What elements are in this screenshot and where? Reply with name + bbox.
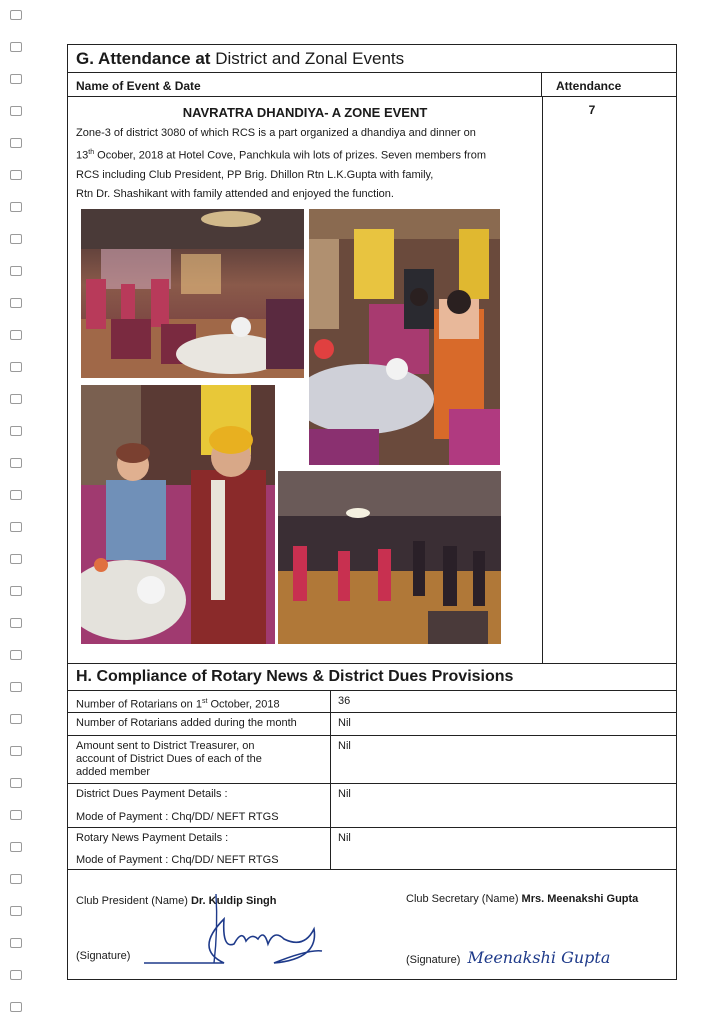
row-label-text: Number of Rotarians on 1: [76, 698, 202, 711]
row-divider: [330, 713, 331, 735]
row-label-line: added member: [76, 766, 150, 778]
payment-mode: Mode of Payment : Chq/DD/ NEFT RTGS: [76, 854, 279, 866]
secretary-signature-label: [406, 948, 610, 967]
column-divider: [542, 97, 543, 663]
binding-ring: [10, 202, 22, 212]
row-label-line: account of District Dues of each of the: [76, 753, 262, 765]
section-g-title-rest: District and Zonal Events: [215, 49, 405, 68]
section-g-header: [68, 45, 676, 73]
attendance-value: 7: [588, 103, 596, 117]
president-label: Club President (Name): [76, 895, 188, 907]
secretary-label: Club Secretary (Name): [406, 893, 519, 905]
row-value: Nil: [338, 740, 351, 752]
row-label: [76, 740, 326, 779]
row-value: Nil: [338, 717, 351, 729]
row-label-suffix: st: [201, 698, 208, 705]
binding-ring: [10, 266, 22, 276]
binding-ring: [10, 10, 22, 20]
section-g-title-bold: G. Attendance at: [76, 49, 211, 68]
binding-ring: [10, 106, 22, 116]
event-description-text: Ocober, 2018 at Hotel Cove, Panchkula wih lots of prizes. Seven members from: [94, 149, 487, 162]
event-description-line: RCS including Club President, PP Brig. Dhillon Rtn L.K.Gupta with family,: [76, 168, 434, 181]
row-label-text: October, 2018: [207, 698, 280, 711]
compliance-row: [68, 691, 676, 713]
section-h-title: H. Compliance of Rotary News & District Dues Provisions: [76, 668, 514, 685]
compliance-row: [68, 736, 676, 784]
binding-ring: [10, 74, 22, 84]
column-header-attendance: Attendance: [542, 73, 676, 97]
section-h-header: [68, 663, 676, 691]
binding-ring: [10, 746, 22, 756]
event-photo-dance: [278, 471, 501, 644]
binding-ring: [10, 394, 22, 404]
binding-ring: [10, 1002, 22, 1012]
binding-ring: [10, 842, 22, 852]
secretary-signature: Meenakshi Gupta: [467, 948, 611, 967]
row-label: Number of Rotarians added during the month: [76, 717, 297, 729]
binding-ring: [10, 234, 22, 244]
event-description-line: Rtn Dr. Shashikant with family attended and enjoyed the function.: [76, 187, 394, 200]
binding-ring: [10, 810, 22, 820]
binding-ring: [10, 906, 22, 916]
row-label: District Dues Payment Details :: [76, 788, 228, 800]
binding-ring: [10, 874, 22, 884]
row-value: Nil: [338, 832, 351, 844]
binding-ring: [10, 138, 22, 148]
row-label: Rotary News Payment Details :: [76, 832, 229, 844]
secretary-name-value: Mrs. Meenakshi Gupta: [521, 893, 639, 905]
binding-ring: [10, 170, 22, 180]
binding-ring: [10, 490, 22, 500]
compliance-row: [68, 713, 676, 736]
binding-ring: [10, 554, 22, 564]
event-title: NAVRATRA DHANDIYA- A ZONE EVENT: [182, 105, 428, 120]
row-divider: [330, 736, 331, 783]
binding-ring: [10, 586, 22, 596]
binding-ring: [10, 618, 22, 628]
binding-ring: [10, 426, 22, 436]
compliance-row: [68, 828, 676, 870]
section-g-title: [76, 49, 404, 69]
row-value: Nil: [338, 788, 351, 800]
column-header-event: Name of Event & Date: [68, 73, 542, 97]
binding-ring: [10, 970, 22, 980]
event-description: [76, 124, 532, 204]
binding-ring: [10, 298, 22, 308]
payment-mode: Mode of Payment : Chq/DD/ NEFT RTGS: [76, 811, 279, 823]
row-label: [76, 695, 326, 712]
event-description-line: [76, 143, 532, 166]
row-divider: [330, 828, 331, 869]
report-page: [67, 44, 677, 980]
row-divider: [330, 784, 331, 827]
binding-ring: [10, 682, 22, 692]
binding-ring: [10, 522, 22, 532]
binding-ring: [10, 458, 22, 468]
president-signature-label: (Signature): [76, 950, 131, 962]
secretary-name: [406, 893, 638, 905]
binding-ring: [10, 714, 22, 724]
event-photo-hall: [81, 209, 304, 378]
spiral-binding: [10, 0, 24, 1024]
binding-ring: [10, 650, 22, 660]
president-signature: [134, 889, 324, 969]
row-divider: [330, 691, 331, 712]
event-date-number: 13: [76, 149, 89, 162]
event-photo-guests: [81, 385, 275, 644]
signature-section: [68, 869, 676, 979]
binding-ring: [10, 778, 22, 788]
event-description-line: Zone-3 of district 3080 of which RCS is a part organized a dhandiya and dinner on: [76, 127, 476, 139]
president-name-value: Dr. Kuldip Singh: [190, 895, 277, 907]
row-value: 36: [338, 695, 351, 707]
event-date-suffix: th: [88, 149, 95, 156]
binding-ring: [10, 938, 22, 948]
binding-ring: [10, 330, 22, 340]
binding-ring: [10, 42, 22, 52]
secretary-signature-label-text: (Signature): [406, 954, 461, 966]
binding-ring: [10, 362, 22, 372]
compliance-row: [68, 784, 676, 828]
event-photo-family: [309, 209, 500, 465]
row-label-line: Amount sent to District Treasurer, on: [76, 740, 255, 752]
